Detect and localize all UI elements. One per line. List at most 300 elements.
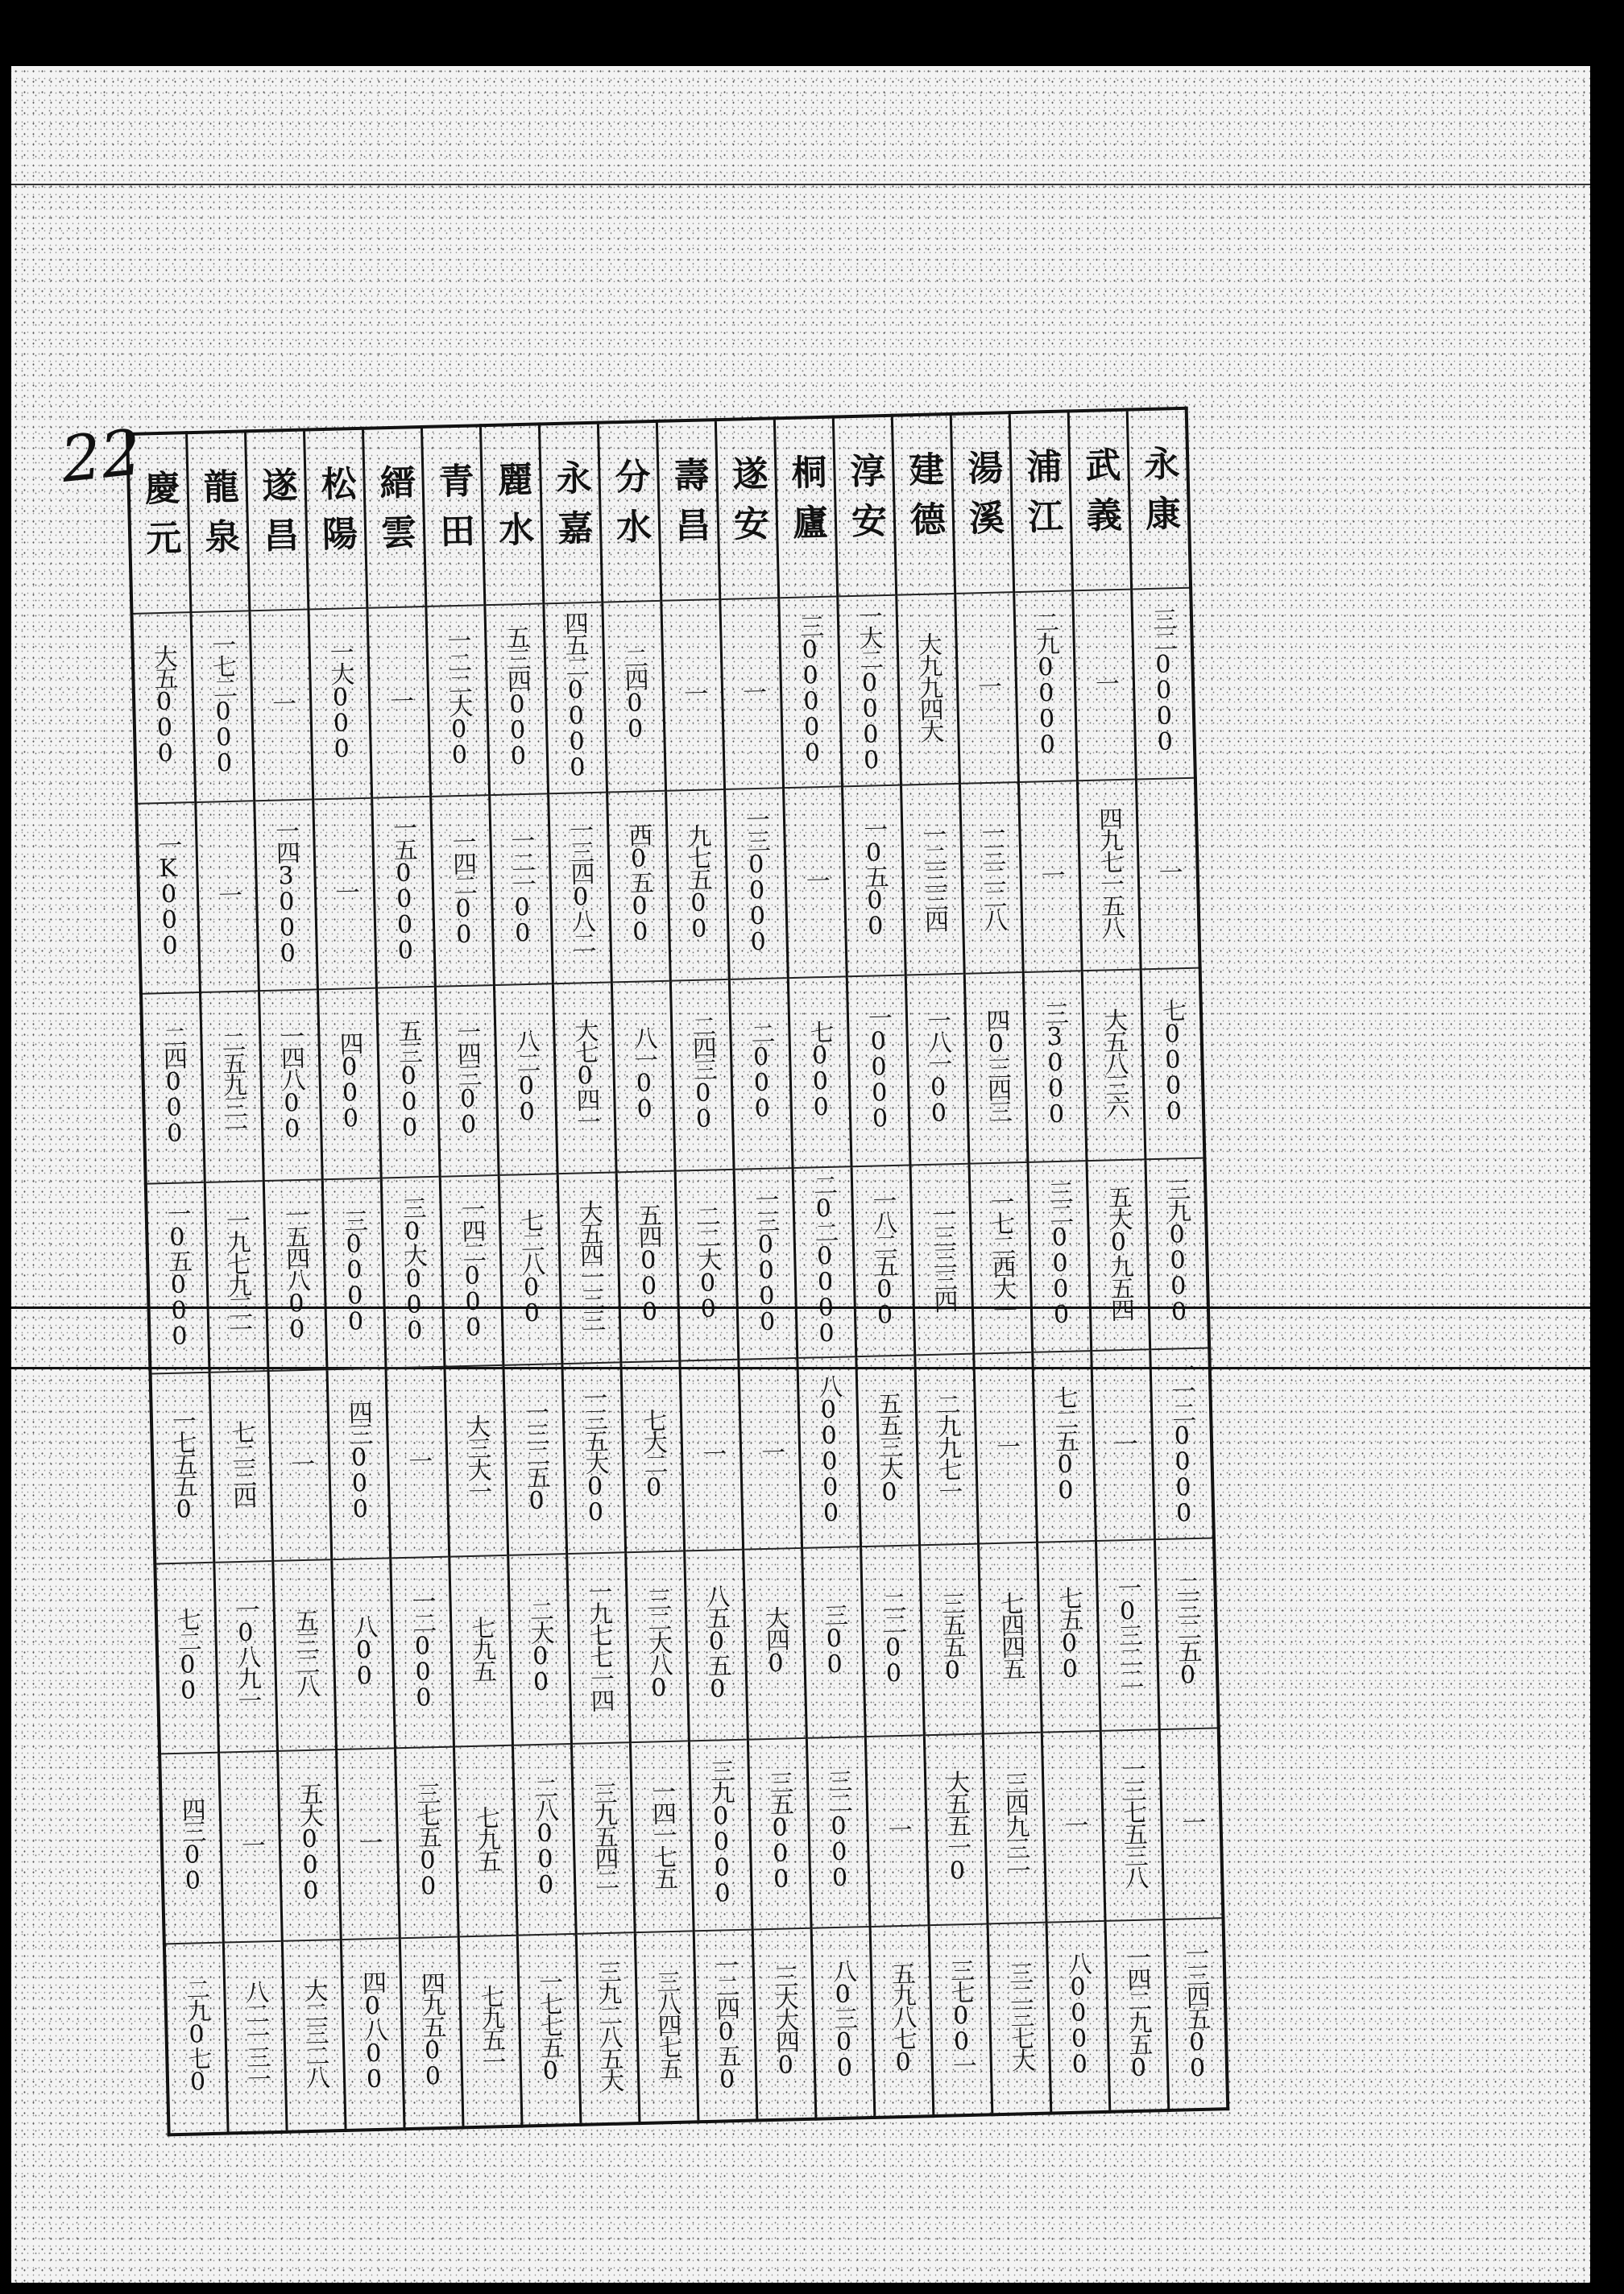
cell-value: 一大二0000 <box>853 602 886 772</box>
cell-value: 一 <box>354 1829 383 1853</box>
value-cell <box>386 1367 450 1559</box>
value-cell <box>1023 971 1087 1162</box>
cell-value: 五三四000 <box>500 624 533 768</box>
value-cell <box>621 1361 685 1553</box>
table-row <box>164 1918 1228 2135</box>
county-name-cell <box>598 421 661 602</box>
cell-value: 一七二000 <box>207 631 239 776</box>
cell-value: 七大二0 <box>637 1407 669 1500</box>
value-cell <box>929 1923 992 2116</box>
value-cell <box>136 802 200 994</box>
handwritten-page-number: 22 <box>57 416 145 497</box>
county-name-cell <box>715 418 778 599</box>
cell-value: 一大000 <box>325 640 357 761</box>
value-cell <box>1096 1539 1159 1731</box>
cell-value: 三二0000 <box>1044 1179 1076 1327</box>
county-name-cell <box>362 427 425 608</box>
cell-value: 四九五00 <box>416 1970 448 2089</box>
cell-value: 三0000 <box>338 1207 371 1334</box>
cell-value: 一 <box>330 879 360 902</box>
value-cell <box>499 1174 562 1365</box>
value-cell <box>567 1552 631 1744</box>
cell-value: 大五五一0 <box>940 1769 972 1883</box>
county-name-cell <box>1068 410 1131 591</box>
cell-value: 一四二000 <box>456 1195 488 1340</box>
cell-value: 二八000 <box>528 1775 561 1898</box>
value-cell <box>603 601 666 793</box>
cell-value: 一 <box>697 1440 727 1464</box>
county-name: 浦江 <box>1019 447 1063 549</box>
value-cell <box>549 793 612 984</box>
value-cell <box>1028 1161 1092 1352</box>
value-cell <box>910 1164 974 1356</box>
cell-value: 七二五00 <box>1049 1384 1080 1502</box>
county-name-cell <box>421 425 484 607</box>
county-name-cell <box>951 412 1013 594</box>
value-cell <box>440 1175 503 1367</box>
cell-value: 一0八九一 <box>230 1596 262 1711</box>
value-cell <box>720 598 784 789</box>
value-cell <box>503 1364 567 1555</box>
value-cell <box>372 797 436 988</box>
cell-value: 三九五四二 <box>588 1780 619 1890</box>
value-cell <box>146 1182 209 1374</box>
value-cell <box>661 599 725 791</box>
cell-value: 一 <box>1090 670 1120 694</box>
cell-value: 三五五0 <box>936 1590 967 1683</box>
cell-value: 一 <box>267 690 296 714</box>
value-cell <box>278 1749 342 1941</box>
value-cell <box>557 1172 621 1364</box>
value-cell <box>983 1733 1046 1924</box>
value-cell <box>250 610 313 801</box>
value-cell <box>517 1934 581 2126</box>
cell-value: 一三二五0 <box>520 1399 551 1513</box>
value-cell <box>196 801 259 992</box>
cell-value: 四九七一五八 <box>1093 805 1125 938</box>
cell-value: 三二000 <box>822 1768 855 1890</box>
cell-value: 大五八三六 <box>1098 1007 1130 1117</box>
value-cell <box>806 1737 870 1928</box>
cell-value: 八五0五0 <box>701 1583 732 1701</box>
value-cell <box>752 1928 816 2121</box>
value-cell <box>1132 588 1195 780</box>
value-cell <box>435 985 499 1177</box>
cell-value: 四0八00 <box>357 1969 389 2092</box>
cell-value: 一七七五0 <box>533 1969 566 2084</box>
value-cell <box>1146 1158 1209 1350</box>
cell-value: 三七00一 <box>945 1957 977 2076</box>
cell-value: 八00000 <box>813 1373 846 1525</box>
value-cell <box>209 1371 273 1563</box>
value-cell <box>391 1557 454 1749</box>
cell-value: 七九五 <box>470 1804 501 1871</box>
county-name: 青田 <box>432 461 476 563</box>
table-row <box>131 588 1195 804</box>
value-cell <box>400 1936 463 2129</box>
county-name: 永嘉 <box>549 458 593 560</box>
cell-value: 一0五00 <box>858 817 890 938</box>
county-name: 永康 <box>1137 444 1181 545</box>
value-cell <box>616 1171 680 1363</box>
cell-value: 一 <box>403 1447 433 1471</box>
cell-value: 一三五大00 <box>578 1385 611 1525</box>
value-cell <box>959 782 1023 974</box>
value-cell <box>729 978 793 1170</box>
value-cell <box>607 791 671 983</box>
cell-value: 四三00 <box>176 1797 208 1893</box>
cell-value: 一一二0000 <box>1166 1356 1199 1526</box>
cell-value: 一 <box>883 1816 912 1840</box>
cell-value: 五五三大0 <box>872 1390 904 1505</box>
county-name-cell <box>1009 411 1072 592</box>
cell-value: 一四3000 <box>270 818 303 966</box>
cell-value: 五九八七0 <box>886 1961 918 2075</box>
cell-value: 一二四0五0 <box>710 1952 742 2092</box>
cell-value: 九七五00 <box>682 822 714 941</box>
value-cell <box>670 979 734 1171</box>
value-cell <box>969 1162 1033 1354</box>
cell-value: 二大00 <box>524 1598 556 1695</box>
value-cell <box>544 602 607 794</box>
county-name: 麗水 <box>491 460 535 561</box>
value-cell <box>897 594 960 785</box>
cell-value: 三九0000 <box>1161 1177 1194 1324</box>
county-name-row <box>127 408 1191 614</box>
table-row <box>151 1348 1214 1563</box>
cell-value: 大七0四一 <box>569 1017 601 1132</box>
cell-value: 一四二九五0 <box>1121 1944 1154 2080</box>
cell-value: 一三三三四 <box>926 1201 958 1311</box>
county-name: 淳安 <box>843 451 887 553</box>
cell-value: 一 <box>801 867 831 891</box>
cell-value: 三大大四0 <box>768 1964 801 2078</box>
cell-value: 大九九四大 <box>913 631 944 741</box>
cell-value: 一三四五00 <box>1180 1940 1212 2081</box>
county-name: 松陽 <box>314 464 358 565</box>
cell-value: 西0五00 <box>624 822 655 945</box>
cell-value: 一 <box>737 679 767 702</box>
county-name-cell <box>657 420 719 601</box>
value-cell <box>263 1179 327 1371</box>
county-name-cell <box>539 423 602 604</box>
cell-value: 一 <box>1036 862 1066 885</box>
county-name: 湯溪 <box>960 448 1005 550</box>
cell-value: 一 <box>756 1439 785 1462</box>
cell-value: 三五000 <box>764 1770 796 1892</box>
value-cell <box>201 991 264 1182</box>
value-cell <box>955 592 1019 784</box>
value-cell <box>988 1923 1051 2115</box>
value-cell <box>1082 969 1146 1161</box>
cell-value: 七二三四 <box>226 1419 257 1508</box>
value-cell <box>317 988 381 1180</box>
cell-value: 大四0 <box>760 1605 790 1676</box>
value-cell <box>1105 1919 1169 2112</box>
cell-value: 三九0000 <box>705 1758 737 1906</box>
value-cell <box>259 989 322 1181</box>
value-cell <box>838 595 901 787</box>
value-cell <box>964 972 1028 1164</box>
cell-value: 一七二西大一 <box>985 1189 1017 1321</box>
value-cell <box>689 1740 752 1932</box>
value-cell <box>1150 1348 1214 1539</box>
county-name-cell <box>892 414 955 595</box>
cell-value: 大二三二八 <box>298 1977 330 2087</box>
value-cell <box>788 976 851 1168</box>
cell-value: 一三四0八二 <box>564 817 596 953</box>
cell-value: 三00000 <box>794 613 827 765</box>
cell-value: 一 <box>1154 859 1183 882</box>
value-cell <box>744 1548 807 1740</box>
value-cell <box>811 1927 875 2119</box>
cell-value: 一四八00 <box>275 1023 307 1141</box>
cell-value: 三二大八0 <box>642 1586 673 1700</box>
cell-value: 七000 <box>805 1019 836 1120</box>
value-cell <box>1077 779 1141 971</box>
cell-value: 三四九三一 <box>999 1770 1031 1880</box>
value-cell <box>779 596 843 788</box>
value-cell <box>675 1170 739 1361</box>
value-cell <box>445 1365 508 1557</box>
cell-value: 七五00 <box>1054 1585 1085 1682</box>
county-name-cell <box>833 416 896 597</box>
cell-value: 一三七五三八 <box>1116 1756 1149 1888</box>
cell-value: 三二0000 <box>1147 607 1180 755</box>
county-name: 遂昌 <box>255 466 300 567</box>
cell-value: 大五四一三三 <box>574 1199 606 1331</box>
value-cell <box>494 983 557 1175</box>
value-cell <box>1159 1728 1223 1919</box>
cell-value: 一0000 <box>863 1004 895 1131</box>
cell-value: 四三000 <box>343 1399 375 1522</box>
cell-value: 一九七九三一 <box>221 1207 253 1340</box>
value-cell <box>164 1943 228 2135</box>
value-cell <box>205 1181 268 1373</box>
county-name: 建德 <box>901 449 946 551</box>
value-cell <box>268 1369 332 1561</box>
cell-value: 三九二八五大 <box>592 1959 624 2091</box>
county-name-cell <box>127 433 191 614</box>
value-cell <box>450 1555 513 1747</box>
value-cell <box>1164 1918 1228 2110</box>
cell-value: 五大0九五四 <box>1103 1184 1135 1320</box>
value-cell <box>396 1747 459 1939</box>
county-name: 遂安 <box>725 454 769 556</box>
value-cell <box>131 612 195 804</box>
county-name: 縉雲 <box>373 462 417 564</box>
cell-value: 一四二00 <box>447 829 478 946</box>
county-name-cell <box>187 431 250 612</box>
value-cell <box>454 1745 517 1937</box>
value-cell <box>915 1354 979 1546</box>
value-cell <box>191 611 255 802</box>
value-cell <box>685 1550 748 1741</box>
value-cell <box>1042 1731 1105 1923</box>
cell-value: 一0五000 <box>162 1201 194 1349</box>
value-cell <box>1087 1159 1150 1351</box>
value-cell <box>219 1751 283 1943</box>
value-cell <box>367 607 431 798</box>
cell-value: 二三二五0 <box>1171 1573 1203 1687</box>
value-cell <box>734 1168 798 1360</box>
county-name: 壽昌 <box>666 455 710 557</box>
cell-value: 一三0000 <box>740 806 773 954</box>
table-row <box>155 1538 1218 1754</box>
cell-value: 三3000 <box>1039 1000 1071 1126</box>
value-cell <box>630 1741 694 1932</box>
value-cell <box>694 1930 757 2122</box>
cell-value: 一二三三四 <box>918 821 949 931</box>
value-cell <box>322 1178 386 1370</box>
value-cell <box>426 605 490 797</box>
value-cell <box>870 1925 934 2118</box>
value-cell <box>151 1373 214 1564</box>
cell-value: 七四四五 <box>995 1591 1026 1679</box>
cell-value: 八0三00 <box>827 1958 860 2081</box>
value-cell <box>802 1547 866 1738</box>
county-name: 慶元 <box>138 468 182 570</box>
value-cell <box>1046 1921 1110 2114</box>
cell-value: 二000 <box>746 1021 777 1120</box>
cell-value: 三八四七五 <box>651 1969 683 2079</box>
county-name-cell <box>774 417 837 598</box>
value-cell <box>255 799 318 991</box>
cell-value: 一四三00 <box>451 1018 483 1137</box>
cell-value: 五三000 <box>392 1018 425 1141</box>
cell-value: 一七五五0 <box>167 1408 199 1522</box>
cell-value: 三0大000 <box>397 1195 429 1343</box>
cell-value: 二四000 <box>157 1024 189 1146</box>
value-cell <box>905 974 969 1166</box>
cell-value: 八00 <box>348 1613 379 1688</box>
value-cell <box>1100 1729 1164 1921</box>
county-name: 龍泉 <box>197 467 241 569</box>
cell-value: 一 <box>1177 1809 1206 1832</box>
cell-value: 一 <box>972 673 1002 696</box>
county-name-cell <box>304 429 367 610</box>
value-cell <box>739 1358 802 1550</box>
value-cell <box>309 608 372 800</box>
cell-value: 大三大一 <box>461 1414 492 1502</box>
value-cell <box>141 992 205 1184</box>
value-cell <box>562 1362 626 1554</box>
cell-value: 七二八00 <box>515 1207 547 1325</box>
value-cell <box>282 1940 346 2132</box>
county-name: 分水 <box>607 457 652 558</box>
cell-value: 七0000 <box>1157 997 1189 1124</box>
cell-value: 八二00 <box>511 1028 542 1124</box>
value-cell <box>508 1554 572 1745</box>
cell-value: 一八二五00 <box>868 1187 900 1327</box>
value-cell <box>798 1356 861 1548</box>
value-cell <box>865 1735 929 1927</box>
value-cell <box>748 1738 811 1930</box>
cell-value: 一 <box>678 680 708 703</box>
cell-value: 一 <box>285 1451 315 1474</box>
cell-value: 七九五一 <box>475 1984 506 2072</box>
value-cell <box>611 981 675 1173</box>
value-cell <box>512 1744 576 1936</box>
value-cell <box>974 1352 1038 1544</box>
cell-value: 一三0000 <box>750 1186 782 1335</box>
value-cell <box>1141 968 1204 1160</box>
value-cell <box>341 1938 404 2130</box>
value-cell <box>861 1545 925 1737</box>
value-cell <box>635 1931 698 2123</box>
cell-value: 二九0七0 <box>180 1976 213 2094</box>
value-cell <box>1014 590 1078 782</box>
value-cell <box>901 784 964 975</box>
cell-value: 一 <box>1059 1812 1088 1835</box>
county-name: 桐廬 <box>784 453 828 554</box>
value-cell <box>273 1559 337 1751</box>
cell-value: 二九0000 <box>1030 609 1063 757</box>
value-cell <box>1136 778 1199 970</box>
cell-value: 一三二二八 <box>976 819 1008 930</box>
cell-value: 三七五00 <box>412 1780 443 1899</box>
value-cell <box>1073 590 1137 781</box>
cell-value: 二二00 <box>877 1589 909 1686</box>
cell-value: 一四一七五 <box>647 1778 678 1889</box>
value-cell <box>553 982 616 1174</box>
cell-value: 一0三二二 <box>1112 1575 1144 1689</box>
cell-value: 大五000 <box>148 644 180 766</box>
cell-value: 五三二八 <box>289 1608 321 1696</box>
value-cell <box>856 1355 920 1547</box>
cell-value: 五四000 <box>632 1203 665 1324</box>
cell-value: 一 <box>213 882 242 905</box>
value-cell <box>337 1748 400 1940</box>
cell-value: 一二二大00 <box>442 627 474 768</box>
value-cell <box>313 798 377 990</box>
value-cell <box>155 1563 218 1754</box>
table-row <box>146 1158 1209 1374</box>
value-cell <box>666 789 730 981</box>
table-row <box>160 1728 1223 1944</box>
value-cell <box>626 1551 690 1742</box>
value-cell <box>327 1368 391 1559</box>
cell-value: 二四三00 <box>686 1012 719 1131</box>
scan-line-top <box>11 184 1590 185</box>
value-cell <box>223 1941 287 2134</box>
cell-value: 一二一00 <box>506 827 537 946</box>
value-cell <box>1018 781 1082 972</box>
value-cell <box>851 1165 915 1356</box>
cell-value: 四000 <box>334 1030 366 1131</box>
cell-value: 二五九三一 <box>217 1029 248 1138</box>
county-name-cell <box>246 430 309 611</box>
cell-value: 一K000 <box>153 831 184 958</box>
value-cell <box>680 1360 744 1551</box>
value-cell <box>431 795 495 987</box>
value-cell <box>332 1558 396 1749</box>
value-cell <box>485 603 549 795</box>
value-cell <box>1092 1349 1155 1541</box>
value-cell <box>214 1561 278 1753</box>
value-cell <box>571 1742 635 1934</box>
value-cell <box>490 793 553 985</box>
cell-value: 一 <box>991 1433 1021 1456</box>
cell-value: 八二一三一 <box>239 1978 271 2089</box>
value-cell <box>576 1932 640 2125</box>
cell-value: 三00 <box>818 1602 849 1676</box>
value-cell <box>458 1936 522 2128</box>
cell-value: 一五0000 <box>387 815 420 963</box>
value-cell <box>924 1733 988 1925</box>
cell-value: 一五四八00 <box>280 1202 312 1342</box>
cell-value: 一八一00 <box>922 1007 954 1125</box>
